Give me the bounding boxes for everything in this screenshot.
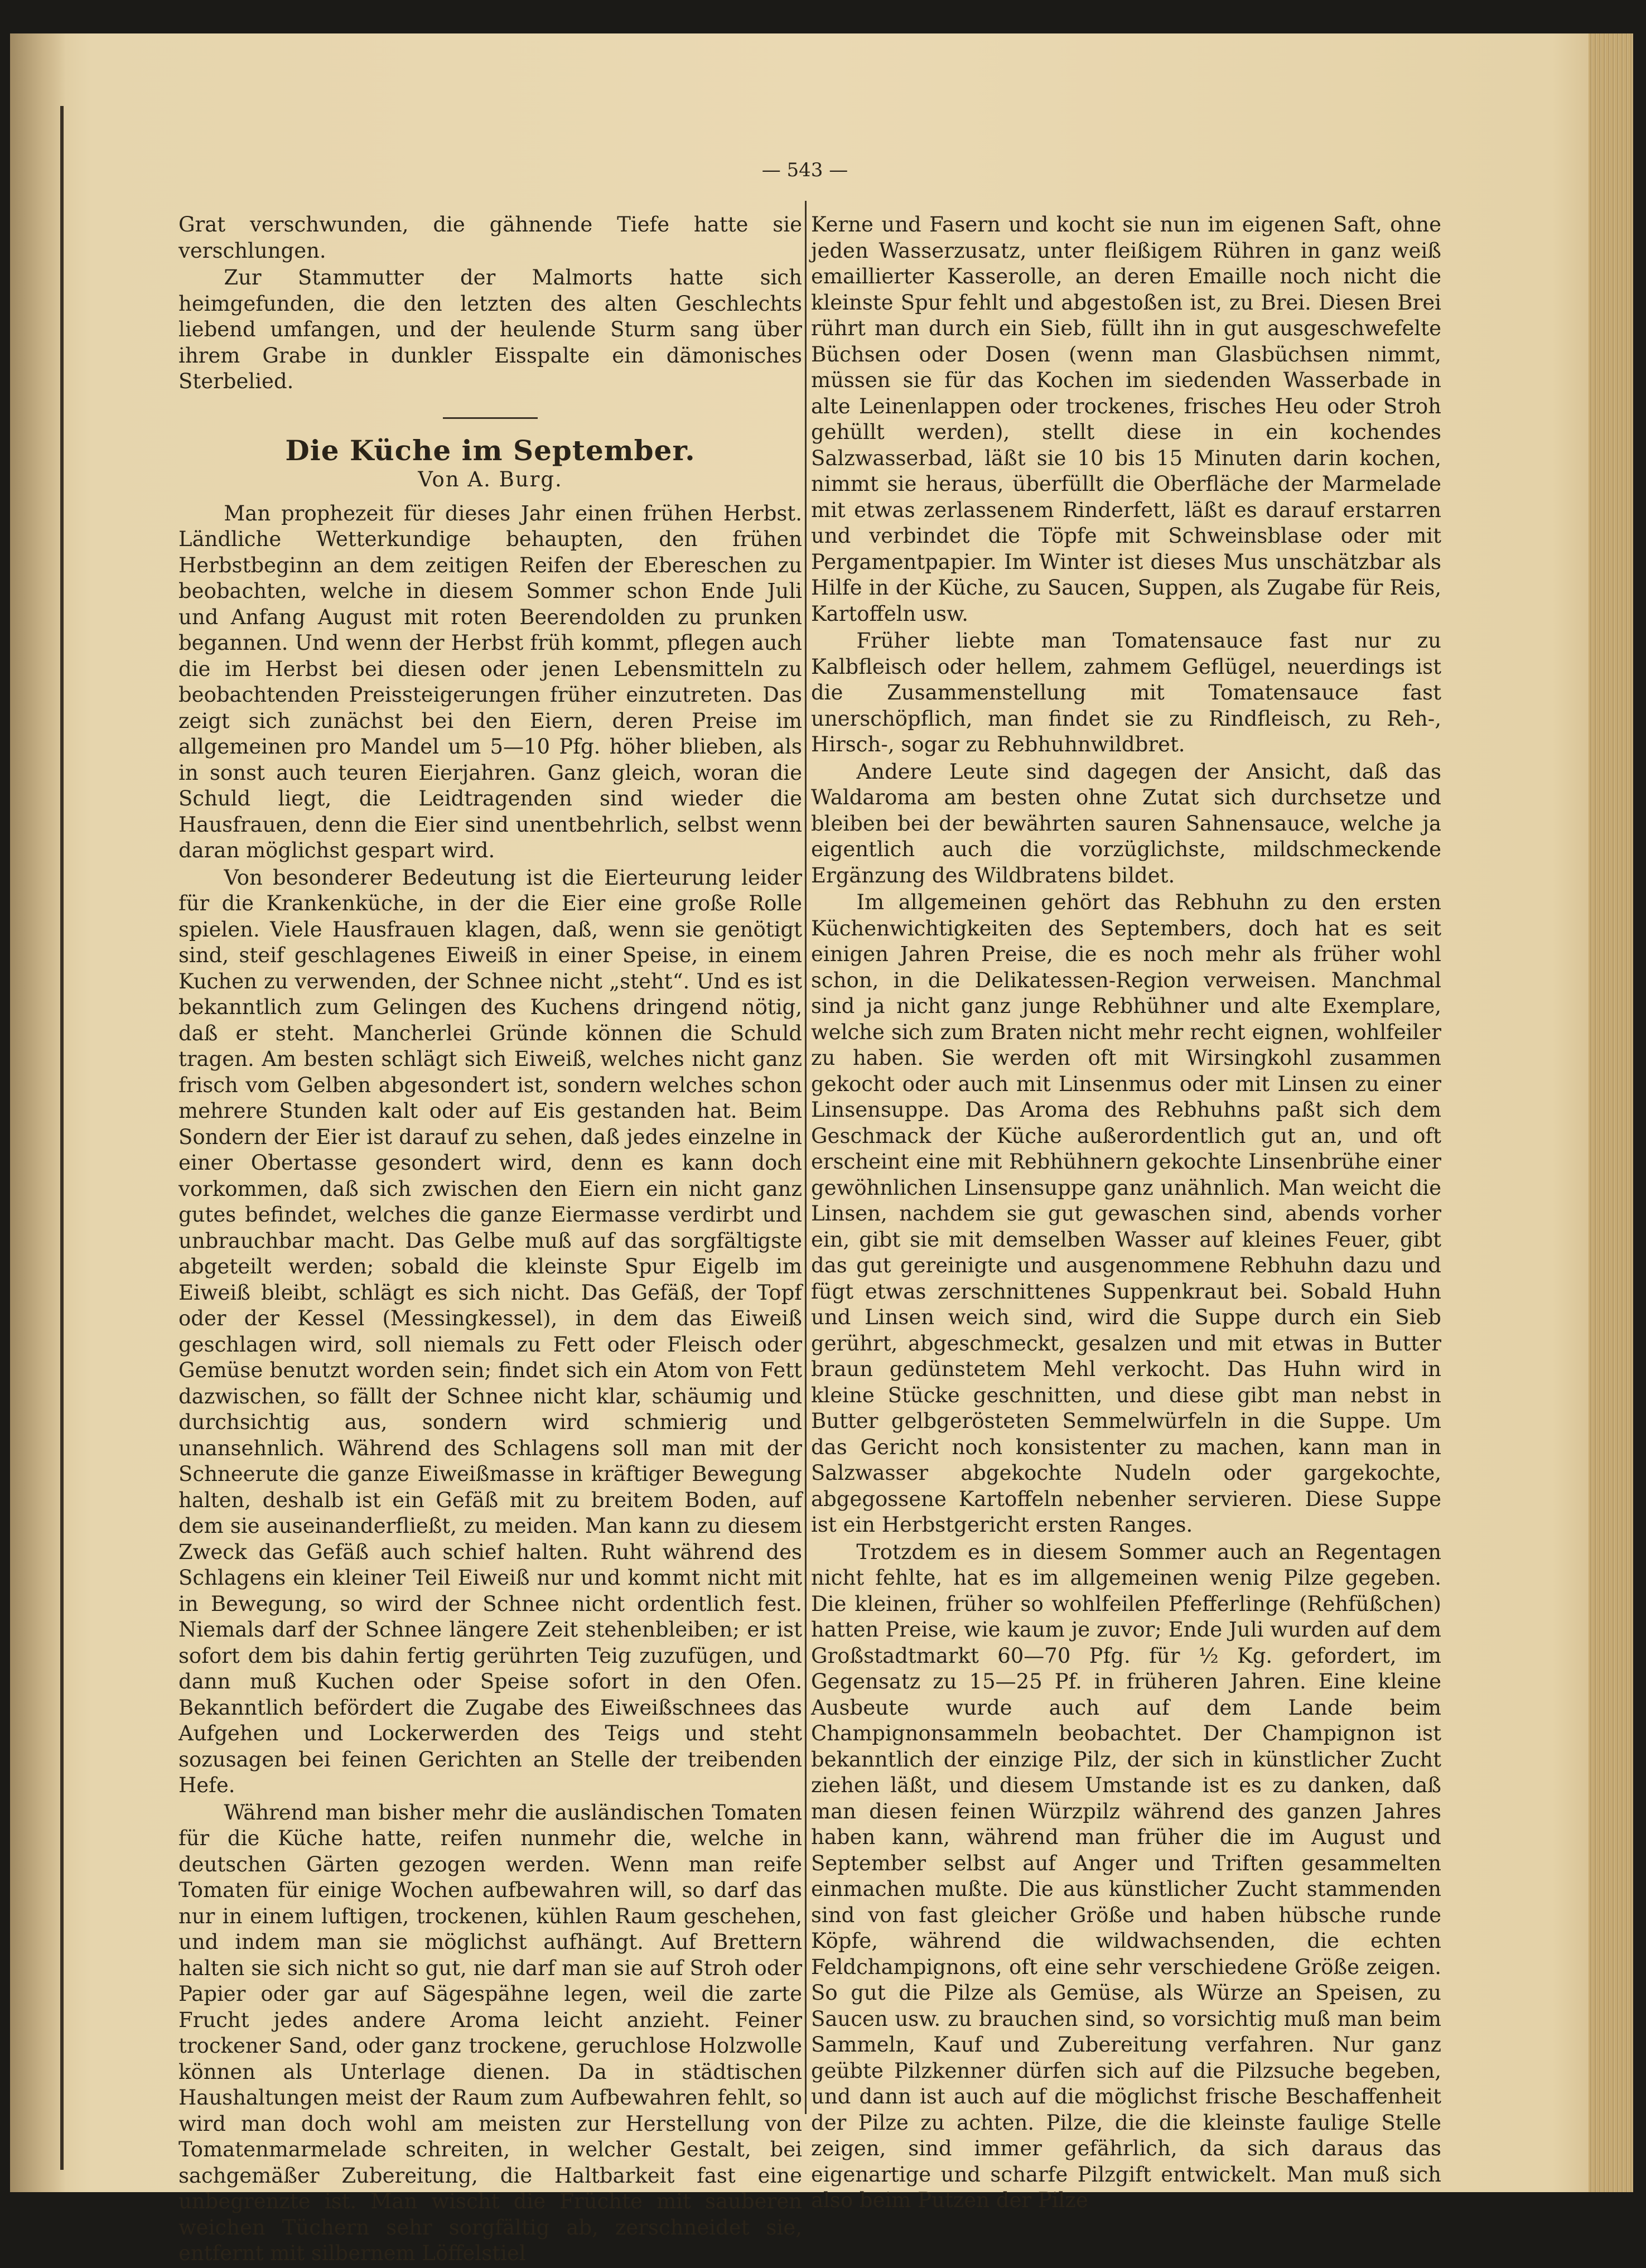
page-edges	[1589, 33, 1633, 2192]
paragraph: Man prophezeit für dieses Jahr einen frühen Herbst. Ländliche Wetterkundige behaupten, den frühen Herbstbeginn an dem zeitigen Reifen der Ebereschen zu beobachten, welche in diesem Sommer schon Ende Juli und Anfang August mit roten Beerendolden zu prunken begannen. Und wenn der Herbst früh kommt, pflegen auch die im Herbst bei diesen oder jenen Lebensmitteln zu beobachtenden Preissteigerungen früher einzutreten. Das zeigt sich zunächst bei den Eiern, deren Preise im allgemeinen pro Mandel um 5—10 Pfg. höher blieben, als in sonst auch teuren Eierjahren. Ganz gleich, woran die Schuld liegt, die Leidtragenden sind wieder die Hausfrauen, denn die Eier sind unentbehrlich, selbst wenn daran möglichst gespart wird.	[178, 501, 802, 862]
article-byline: Von A. Burg.	[418, 467, 563, 491]
left-column	[178, 212, 802, 2268]
book-spine-shadow	[10, 33, 66, 2192]
right-column	[811, 212, 1441, 2215]
paragraph: Früher liebte man Tomatensauce fast nur zu Kalbfleisch oder hellem, zahmem Geflügel, neuerdings ist die Zusammenstellung mit Tomatensauce fast unerschöpflich, man findet sie zu Rindfleisch, zu Reh-, Hirsch-, sogar zu Rebhuhnwildbret.	[811, 629, 1441, 756]
paragraph: Im allgemeinen gehört das Rebhuhn zu den ersten Küchenwichtigkeiten des Septembers, doch hat es seit einigen Jahren Preise, die es noch mehr als früher wohl schon, in die Delikatessen-Region verweisen. Manchmal sind ja nicht ganz junge Rebhühner und alte Exemplare, welche sich zum Braten nicht mehr recht eignen, wohlfeiler zu haben. Sie werden oft mit Wirsingkohl zusammen gekocht oder auch mit Linsenmus oder mit Linsen zu einer Linsensuppe. Das Aroma des Rebhuhns paßt sich dem Geschmack der Küche außerordentlich gut an, und oft erscheint eine mit Rebhühnern gekochte Linsenbrühe einer gewöhnlichen Linsensuppe ganz unähnlich. Man weicht die Linsen, nachdem sie gut gewaschen sind, abends vorher ein, gibt sie mit demselben Wasser auf kleines Feuer, gibt das gut gereinigte und ausgenommene Rebhuhn dazu und fügt etwas zerschnittenes Suppenkraut bei. Sobald Huhn und Linsen weich sind, wird die Suppe durch ein Sieb gerührt, abgeschmeckt, gesalzen und mit etwas in Butter braun gedünstetem Mehl verkocht. Das Huhn wird in kleine Stücke geschnitten, und diese gibt man nebst in Butter gelbgerösteten Semmelwürfeln in die Suppe. Um das Gericht noch konsistenter zu machen, kann man in Salzwasser abgekochte Nudeln oder gargekochte, abgegossene Kartoffeln nebenher servieren. Diese Suppe ist ein Herbstgericht ersten Ranges.	[811, 890, 1441, 1537]
paragraph: Andere Leute sind dagegen der Ansicht, daß das Waldaroma am besten ohne Zutat sich durchsetze und bleiben bei der bewährten sauren Sahnensauce, welche ja eigentlich auch die vorzüglichste, mildschmeckende Ergänzung des Wildbratens bildet.	[811, 759, 1441, 887]
page-number: — 543 —	[761, 159, 848, 181]
paragraph: Trotzdem es in diesem Sommer auch an Regentagen nicht fehlte, hat es im allgemeinen wenig Pilze gegeben. Die kleinen, früher so wohlfeilen Pfefferlinge (Rehfüßchen) hatten Preise, wie kaum je zuvor; Ende Juli wurden auf dem Großstadtmarkt 60—70 Pfg. für ½ Kg. gefordert, im Gegensatz zu 15—25 Pf. in früheren Jahren. Eine kleine Ausbeute wurde auch auf dem Lande beim Champignonsammeln beobachtet. Der Champignon ist bekanntlich der einzige Pilz, der sich in künstlicher Zucht ziehen läßt, und diesem Umstande ist es zu danken, daß man diesen feinen Würzpilz während des ganzen Jahres haben kann, während man früher die im August und September selbst auf Anger und Triften gesammelten einmachen mußte. Die aus künstlicher Zucht stammenden sind von fast gleicher Größe und haben hübsche runde Köpfe, während die wildwachsenden, die echten Feldchampignons, oft eine sehr verschiedene Größe zeigen. So gut die Pilze als Gemüse, als Würze an Speisen, zu Saucen usw. zu brauchen sind, so vorsichtig muß man beim Sammeln, Kauf und Zubereitung verfahren. Nur ganz geübte Pilzkenner dürfen sich auf die Pilzsuche begeben, und dann ist auch auf die möglichst frische Beschaffenheit der Pilze zu achten. Pilze, die die kleinste faulige Stelle zeigen, sind immer gefährlich, da sich daraus das eigenartige und scharfe Pilzgift entwickelt. Man muß sich also beim Putzen der Pilze	[811, 1540, 1441, 2212]
column-rule	[805, 201, 807, 2114]
binding-margin-line	[60, 106, 64, 2170]
article-title: Die Küche im September.	[285, 433, 696, 467]
paragraph: Während man bisher mehr die ausländischen Tomaten für die Küche hatte, reifen nunmehr die, welche in deutschen Gärten gezogen werden. Wenn man reife Tomaten für einige Wochen aufbewahren will, so darf das nur in einem luftigen, trockenen, kühlen Raum geschehen, und indem man sie möglichst aufhängt. Auf Brettern halten sie sich nicht so gut, nie darf man sie auf Stroh oder Papier oder gar auf Sägespähne legen, weil die zarte Frucht jedes andere Aroma leicht anzieht. Feiner trockener Sand, oder ganz trockene, geruchlose Holzwolle können als Unterlage dienen. Da in städtischen Haushaltungen meist der Raum zum Aufbewahren fehlt, so wird man doch wohl am meisten zur Herstellung von Tomatenmarmelade schreiten, in welcher Gestalt, bei sachgemäßer Zubereitung, die Haltbarkeit fast eine unbegrenzte ist. Man wischt die Früchte mit sauberen weichen Tüchern sehr sorgfältig ab, zerschneidet sie, entfernt mit silbernem Löffelstiel	[178, 1800, 802, 2265]
section-divider	[443, 417, 538, 419]
paragraph: Von besonderer Bedeutung ist die Eierteurung leider für die Krankenküche, in der die Eier eine große Rolle spielen. Viele Hausfrauen klagen, daß, wenn sie genötigt sind, steif geschlagenes Eiweiß in einer Speise, in einem Kuchen zu verwenden, der Schnee nicht „steht“. Und es ist bekanntlich zum Gelingen des Kuchens dringend nötig, daß er steht. Mancherlei Gründe können die Schuld tragen. Am besten schlägt sich Eiweiß, welches nicht ganz frisch vom Gelben abgesondert ist, sondern welches schon mehrere Stunden kalt oder auf Eis gestanden hat. Beim Sondern der Eier ist darauf zu sehen, daß jedes einzelne in einer Obertasse gesondert wird, denn es kann doch vorkommen, daß sich zwischen den Eiern ein nicht ganz gutes befindet, welches die ganze Eiermasse verdirbt und unbrauchbar macht. Das Gelbe muß auf das sorgfältigste abgeteilt werden; sobald die kleinste Spur Eigelb im Eiweiß bleibt, schlägt es sich nicht. Das Gefäß, der Topf oder der Kessel (Messingkessel), in dem das Eiweiß geschlagen wird, soll niemals zu Fett oder Fleisch oder Gemüse benutzt worden sein; findet sich ein Atom von Fett dazwischen, so fällt der Schnee nicht klar, schäumig und durchsichtig aus, sondern wird schmierig und unansehnlich. Während des Schlagens soll man mit der Schneerute die ganze Eiweißmasse in kräftiger Bewegung halten, deshalb ist ein Gefäß mit zu breitem Boden, auf dem sie auseinanderfließt, zu meiden. Man kann zu diesem Zweck das Gefäß auch schief halten. Ruht während des Schlagens ein kleiner Teil Eiweiß nur und kommt nicht mit in Bewegung, so wird der Schnee nicht ordentlich fest. Niemals darf der Schnee längere Zeit stehenbleiben; er ist sofort dem bis dahin fertig gerührten Teig zuzufügen, und dann muß Kuchen oder Speise sofort in den Ofen. Bekanntlich befördert die Zugabe des Eiweißschnees das Aufgehen und Lockerwerden des Teigs und steht sozusagen bei feinen Gerichten an Stelle der treibenden Hefe.	[178, 865, 802, 1797]
paragraph: Grat verschwunden, die gähnende Tiefe hatte sie verschlungen.	[178, 213, 802, 263]
scanned-page	[10, 33, 1633, 2265]
paragraph: Zur Stammutter der Malmorts hatte sich heimgefunden, die den letzten des alten Geschlechts liebend umfangen, und der heulende Sturm sang über ihrem Grabe in dunkler Eisspalte ein dämonisches Sterbelied.	[178, 266, 802, 393]
paragraph: Kerne und Fasern und kocht sie nun im eigenen Saft, ohne jeden Wasserzusatz, unter fleißigem Rühren in ganz weiß emaillierter Kasserolle, an deren Emaille noch nicht die kleinste Spur fehlt und abgestoßen ist, zu Brei. Diesen Brei rührt man durch ein Sieb, füllt ihn in gut ausgeschwefelte Büchsen oder Dosen (wenn man Glasbüchsen nimmt, müssen sie für das Kochen im siedenden Wasserbade in alte Leinenlappen oder trockenes, frisches Heu oder Stroh gehüllt werden), stellt diese in ein kochendes Salzwasserbad, läßt sie 10 bis 15 Minuten darin kochen, nimmt sie heraus, überfüllt die Oberfläche der Marmelade mit etwas zerlassenem Rinderfett, läßt es darauf erstarren und verbindet die Töpfe mit Schweinsblase oder mit Pergamentpapier. Im Winter ist dieses Mus unschätzbar als Hilfe in der Küche, zu Saucen, Suppen, als Zugabe für Reis, Kartoffeln usw.	[811, 213, 1441, 626]
